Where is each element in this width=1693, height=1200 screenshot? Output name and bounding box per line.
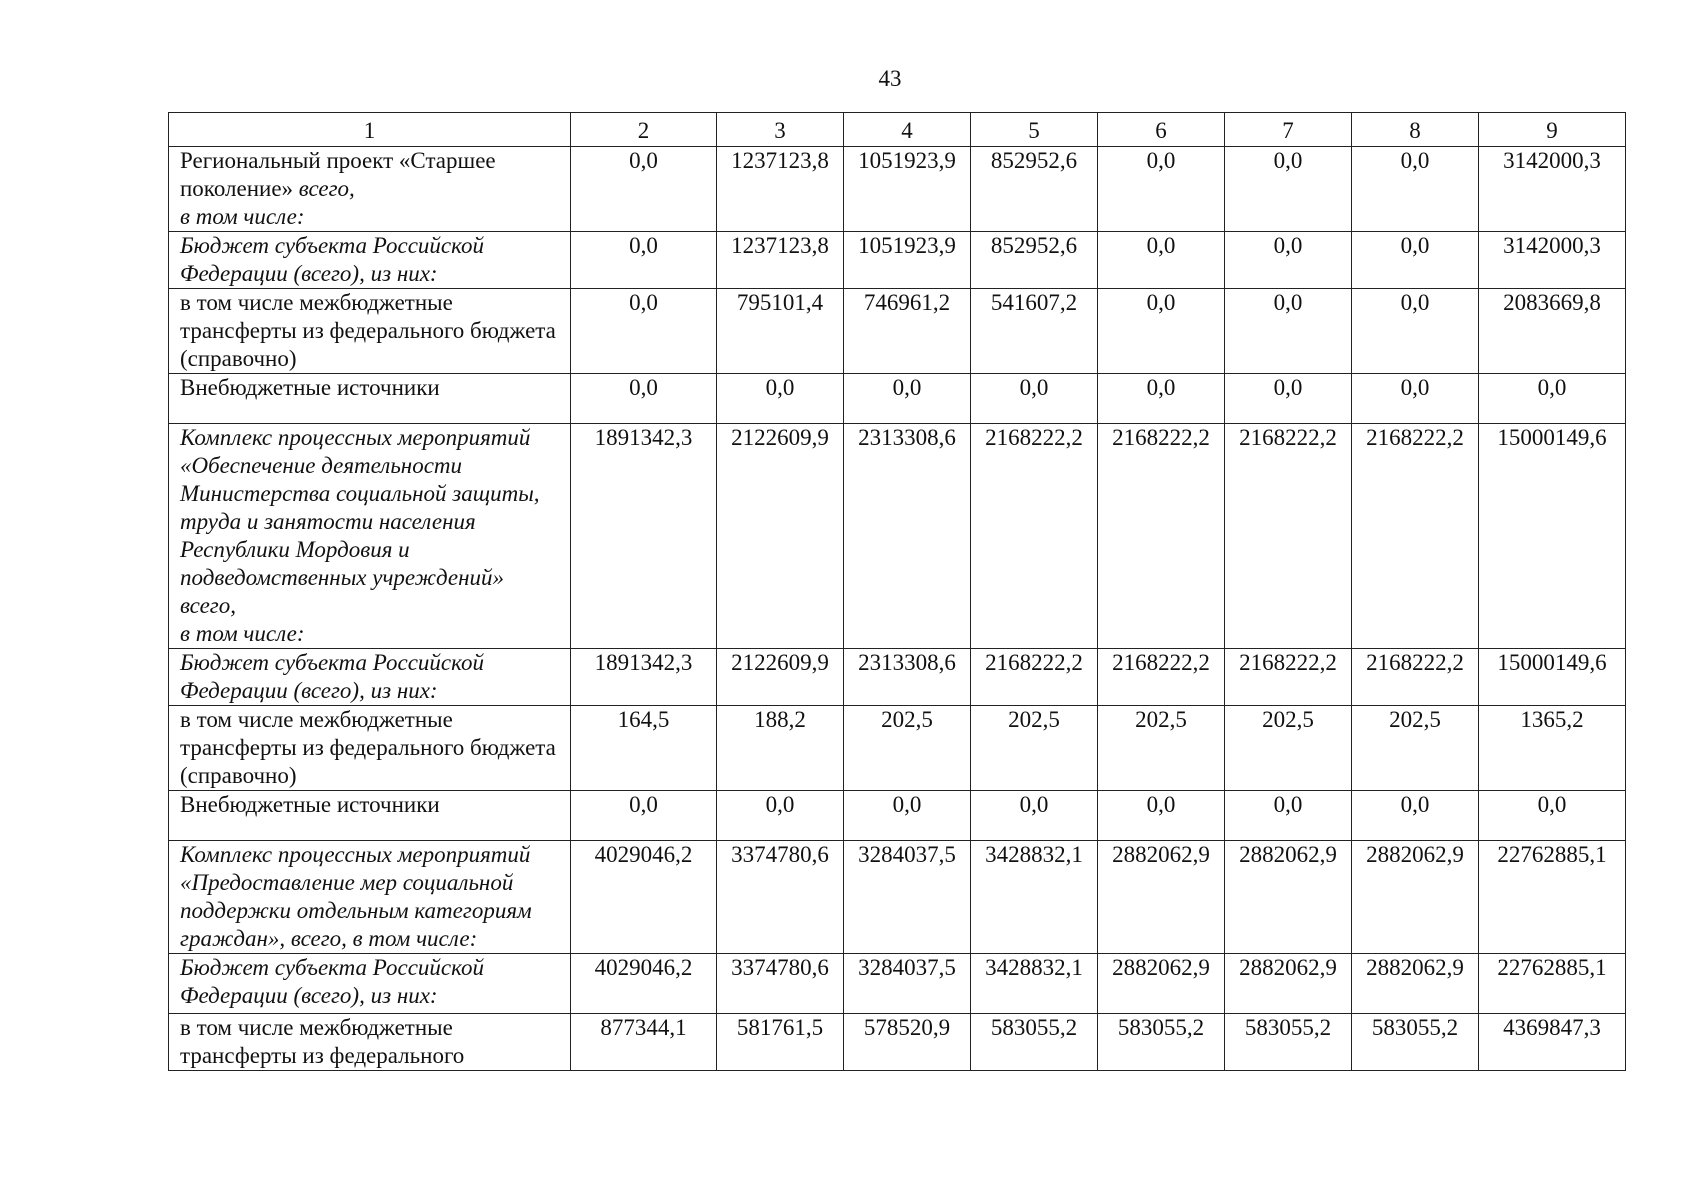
value-cell: 1051923,9 — [844, 232, 971, 289]
value-cell: 2168222,2 — [1352, 649, 1479, 706]
value-cell: 164,5 — [571, 706, 717, 791]
value-cell: 0,0 — [1352, 791, 1479, 841]
value-cell: 0,0 — [571, 374, 717, 424]
table-row — [169, 374, 1626, 424]
value-cell: 583055,2 — [1098, 1014, 1225, 1071]
value-cell: 583055,2 — [971, 1014, 1098, 1071]
value-cell: 2882062,9 — [1225, 841, 1352, 954]
table-row — [169, 232, 1626, 289]
row-label — [169, 841, 571, 954]
value-cell: 22762885,1 — [1479, 841, 1626, 954]
value-cell: 4369847,3 — [1479, 1014, 1626, 1071]
row-label-part: Комплекс процессных мероприятий «Предоставление мер социальной поддержки отдельным категориям граждан», всего, в том числе: — [180, 842, 532, 951]
row-label — [169, 1014, 571, 1071]
row-label-part: Бюджет субъекта Российской Федерации (всего), из них: — [180, 650, 484, 703]
value-cell: 2313308,6 — [844, 649, 971, 706]
value-cell: 202,5 — [1225, 706, 1352, 791]
value-cell: 0,0 — [1225, 791, 1352, 841]
value-cell: 0,0 — [1352, 232, 1479, 289]
row-label — [169, 649, 571, 706]
table-row — [169, 424, 1626, 649]
column-header: 9 — [1479, 113, 1626, 147]
value-cell: 795101,4 — [717, 289, 844, 374]
value-cell: 2083669,8 — [1479, 289, 1626, 374]
row-label-part: всего, в том числе: — [180, 176, 355, 229]
value-cell: 3284037,5 — [844, 954, 971, 1014]
value-cell: 0,0 — [1352, 374, 1479, 424]
value-cell: 15000149,6 — [1479, 649, 1626, 706]
value-cell: 202,5 — [971, 706, 1098, 791]
value-cell: 0,0 — [717, 791, 844, 841]
value-cell: 22762885,1 — [1479, 954, 1626, 1014]
column-header: 8 — [1352, 113, 1479, 147]
value-cell: 0,0 — [844, 374, 971, 424]
column-header: 7 — [1225, 113, 1352, 147]
value-cell: 4029046,2 — [571, 954, 717, 1014]
value-cell: 202,5 — [1352, 706, 1479, 791]
value-cell: 1891342,3 — [571, 649, 717, 706]
value-cell: 0,0 — [1479, 374, 1626, 424]
page-number: 43 — [878, 66, 902, 91]
value-cell: 1365,2 — [1479, 706, 1626, 791]
column-header: 5 — [971, 113, 1098, 147]
row-label-part: в том числе межбюджетные трансферты из федерального — [180, 1015, 465, 1068]
value-cell: 0,0 — [571, 147, 717, 232]
value-cell: 1051923,9 — [844, 147, 971, 232]
value-cell: 3142000,3 — [1479, 232, 1626, 289]
row-label-part: Бюджет субъекта Российской Федерации (всего), из них: — [180, 233, 484, 286]
value-cell: 0,0 — [717, 374, 844, 424]
value-cell: 583055,2 — [1352, 1014, 1479, 1071]
value-cell: 1891342,3 — [571, 424, 717, 649]
row-label-part: Внебюджетные источники — [180, 375, 440, 400]
row-label — [169, 791, 571, 841]
value-cell: 0,0 — [1225, 289, 1352, 374]
value-cell: 15000149,6 — [1479, 424, 1626, 649]
value-cell: 0,0 — [571, 791, 717, 841]
row-label-part: Бюджет субъекта Российской Федерации (всего), из них: — [180, 955, 484, 1008]
value-cell: 746961,2 — [844, 289, 971, 374]
value-cell: 852952,6 — [971, 147, 1098, 232]
value-cell: 2168222,2 — [1352, 424, 1479, 649]
value-cell: 2313308,6 — [844, 424, 971, 649]
value-cell: 581761,5 — [717, 1014, 844, 1071]
row-label — [169, 954, 571, 1014]
value-cell: 0,0 — [1098, 791, 1225, 841]
value-cell: 2168222,2 — [1098, 424, 1225, 649]
value-cell: 2882062,9 — [1098, 954, 1225, 1014]
value-cell: 1237123,8 — [717, 232, 844, 289]
value-cell: 0,0 — [1352, 147, 1479, 232]
value-cell: 2882062,9 — [1225, 954, 1352, 1014]
value-cell: 3142000,3 — [1479, 147, 1626, 232]
value-cell: 0,0 — [1225, 374, 1352, 424]
row-label-part: Региональный проект «Старшее поколение» — [180, 148, 496, 201]
budget-table — [168, 112, 1626, 1071]
value-cell: 2882062,9 — [1352, 954, 1479, 1014]
value-cell: 0,0 — [1098, 289, 1225, 374]
value-cell: 2168222,2 — [1225, 649, 1352, 706]
value-cell: 0,0 — [1225, 232, 1352, 289]
value-cell: 0,0 — [1225, 147, 1352, 232]
row-label — [169, 147, 571, 232]
table-row — [169, 841, 1626, 954]
row-label-part: Внебюджетные источники — [180, 792, 440, 817]
row-label-part: в том числе межбюджетные трансферты из федерального бюджета (справочно) — [180, 290, 556, 371]
value-cell: 852952,6 — [971, 232, 1098, 289]
value-cell: 578520,9 — [844, 1014, 971, 1071]
value-cell: 541607,2 — [971, 289, 1098, 374]
table-row — [169, 706, 1626, 791]
value-cell: 2122609,9 — [717, 649, 844, 706]
table-row — [169, 649, 1626, 706]
table-row — [169, 954, 1626, 1014]
value-cell: 3428832,1 — [971, 841, 1098, 954]
value-cell: 1237123,8 — [717, 147, 844, 232]
value-cell: 877344,1 — [571, 1014, 717, 1071]
value-cell: 0,0 — [571, 232, 717, 289]
row-label — [169, 374, 571, 424]
value-cell: 0,0 — [971, 791, 1098, 841]
value-cell: 4029046,2 — [571, 841, 717, 954]
value-cell: 2168222,2 — [971, 649, 1098, 706]
row-label — [169, 706, 571, 791]
table-header-row — [169, 113, 1626, 147]
value-cell: 0,0 — [571, 289, 717, 374]
value-cell: 3284037,5 — [844, 841, 971, 954]
value-cell: 0,0 — [1352, 289, 1479, 374]
table-row — [169, 1014, 1626, 1071]
table-row — [169, 289, 1626, 374]
value-cell: 2168222,2 — [1098, 649, 1225, 706]
column-header: 6 — [1098, 113, 1225, 147]
row-label-part: Комплекс процессных мероприятий «Обеспечение деятельности Министерства социальной защиты, труда и занятости населения Республики Мордовия и подведомственных учреждений» всего, в том числе: — [180, 425, 540, 646]
column-header: 1 — [169, 113, 571, 147]
row-label — [169, 232, 571, 289]
value-cell: 0,0 — [971, 374, 1098, 424]
value-cell: 2168222,2 — [1225, 424, 1352, 649]
value-cell: 0,0 — [1479, 791, 1626, 841]
row-label — [169, 424, 571, 649]
table-row — [169, 147, 1626, 232]
value-cell: 2882062,9 — [1098, 841, 1225, 954]
value-cell: 0,0 — [1098, 374, 1225, 424]
value-cell: 2122609,9 — [717, 424, 844, 649]
value-cell: 202,5 — [844, 706, 971, 791]
value-cell: 188,2 — [717, 706, 844, 791]
value-cell: 3374780,6 — [717, 954, 844, 1014]
value-cell: 0,0 — [1098, 147, 1225, 232]
value-cell: 3428832,1 — [971, 954, 1098, 1014]
value-cell: 583055,2 — [1225, 1014, 1352, 1071]
value-cell: 0,0 — [844, 791, 971, 841]
table-row — [169, 791, 1626, 841]
column-header: 2 — [571, 113, 717, 147]
value-cell: 202,5 — [1098, 706, 1225, 791]
column-header: 3 — [717, 113, 844, 147]
row-label-part: в том числе межбюджетные трансферты из федерального бюджета (справочно) — [180, 707, 556, 788]
value-cell: 0,0 — [1098, 232, 1225, 289]
column-header: 4 — [844, 113, 971, 147]
row-label — [169, 289, 571, 374]
value-cell: 3374780,6 — [717, 841, 844, 954]
value-cell: 2882062,9 — [1352, 841, 1479, 954]
value-cell: 2168222,2 — [971, 424, 1098, 649]
